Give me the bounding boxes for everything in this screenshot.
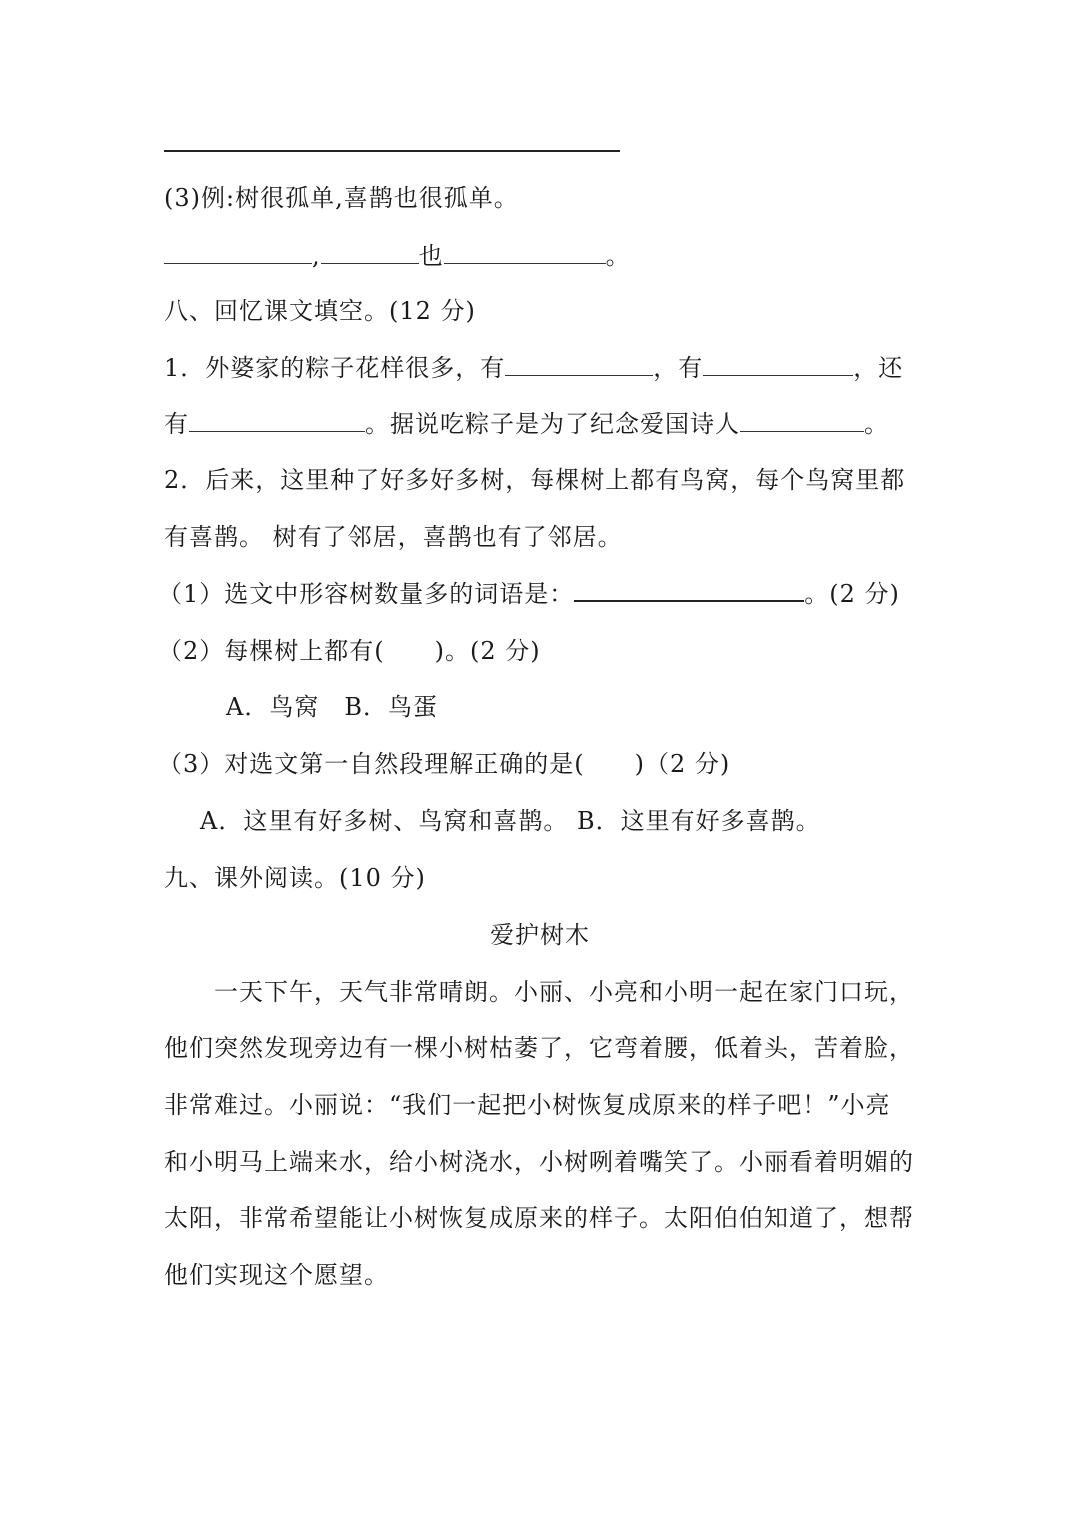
s8-sub1-text: （1）选文中形容树数量多的词语是： [158, 580, 575, 608]
s8-q1-mid: 。据说吃粽子是为了纪念爱国诗人 [365, 410, 740, 438]
fill-blank[interactable] [444, 241, 606, 264]
fill-blank[interactable] [574, 578, 804, 602]
fill-blank[interactable] [703, 353, 853, 376]
s8-q1-huan: ，还 [853, 354, 904, 382]
passage-line: 他们突然发现旁边有一棵小树枯萎了，它弯着腰，低着头，苦着脸， [164, 1034, 914, 1062]
s8-sub1-end: 。(2 分) [804, 580, 900, 608]
passage-line: 一天下午，天气非常晴朗。小丽、小亮和小明一起在家门口玩， [164, 978, 914, 1006]
section-9-title: 九、课外阅读。(10 分) [164, 864, 426, 892]
section-8-title: 八、回忆课文填空。(12 分) [164, 297, 476, 325]
s8-sub3-options: A．这里有好多树、鸟窝和喜鹊。 B．这里有好多喜鹊。 [200, 807, 821, 835]
q7-3-example: (3)例:树很孤单,喜鹊也很孤单。 [164, 184, 519, 212]
fill-blank[interactable] [189, 409, 365, 432]
s8-sub2: （2）每棵树上都有( )。(2 分) [158, 637, 541, 665]
fill-blank[interactable] [164, 241, 312, 264]
passage-line: 非常难过。小丽说：“我们一起把小树恢复成原来的样子吧！”小亮 [164, 1091, 891, 1119]
s8-sub3: （3）对选文第一自然段理解正确的是( )（2 分) [158, 750, 731, 778]
q7-3-fill-row [164, 240, 631, 272]
s8-q1-you: ，有 [653, 354, 704, 382]
s8-sub1 [158, 578, 900, 610]
passage-title: 爱护树木 [490, 921, 590, 949]
s8-q1-you-start: 有 [164, 410, 189, 438]
passage-line: 和小明马上端来水，给小树浇水，小树咧着嘴笑了。小丽看着明媚的 [164, 1148, 914, 1176]
ye-text: 也 [418, 242, 444, 270]
s8-q1-end: 。 [864, 410, 889, 438]
passage-line: 他们实现这个愿望。 [164, 1261, 389, 1289]
s8-q1-text: 1．外婆家的粽子花样很多，有 [164, 354, 506, 382]
fill-blank[interactable] [505, 353, 653, 376]
period-text: 。 [605, 242, 631, 270]
fill-blank[interactable] [740, 409, 864, 432]
s8-q2-line1: 2．后来，这里种了好多好多树，每棵树上都有鸟窝，每个鸟窝里都 [164, 466, 906, 494]
s8-sub2-options: A．鸟窝 B．鸟蛋 [226, 693, 438, 721]
fill-blank[interactable] [321, 241, 419, 264]
comma-text: , [312, 242, 321, 270]
s8-q1-line1 [164, 352, 903, 384]
s8-q2-line2: 有喜鹊。 树有了邻居，喜鹊也有了邻居。 [164, 523, 623, 551]
answer-line-top [164, 150, 620, 152]
passage-line: 太阳，非常希望能让小树恢复成原来的样子。太阳伯伯知道了，想帮 [164, 1204, 914, 1232]
s8-q1-line2 [164, 408, 889, 440]
